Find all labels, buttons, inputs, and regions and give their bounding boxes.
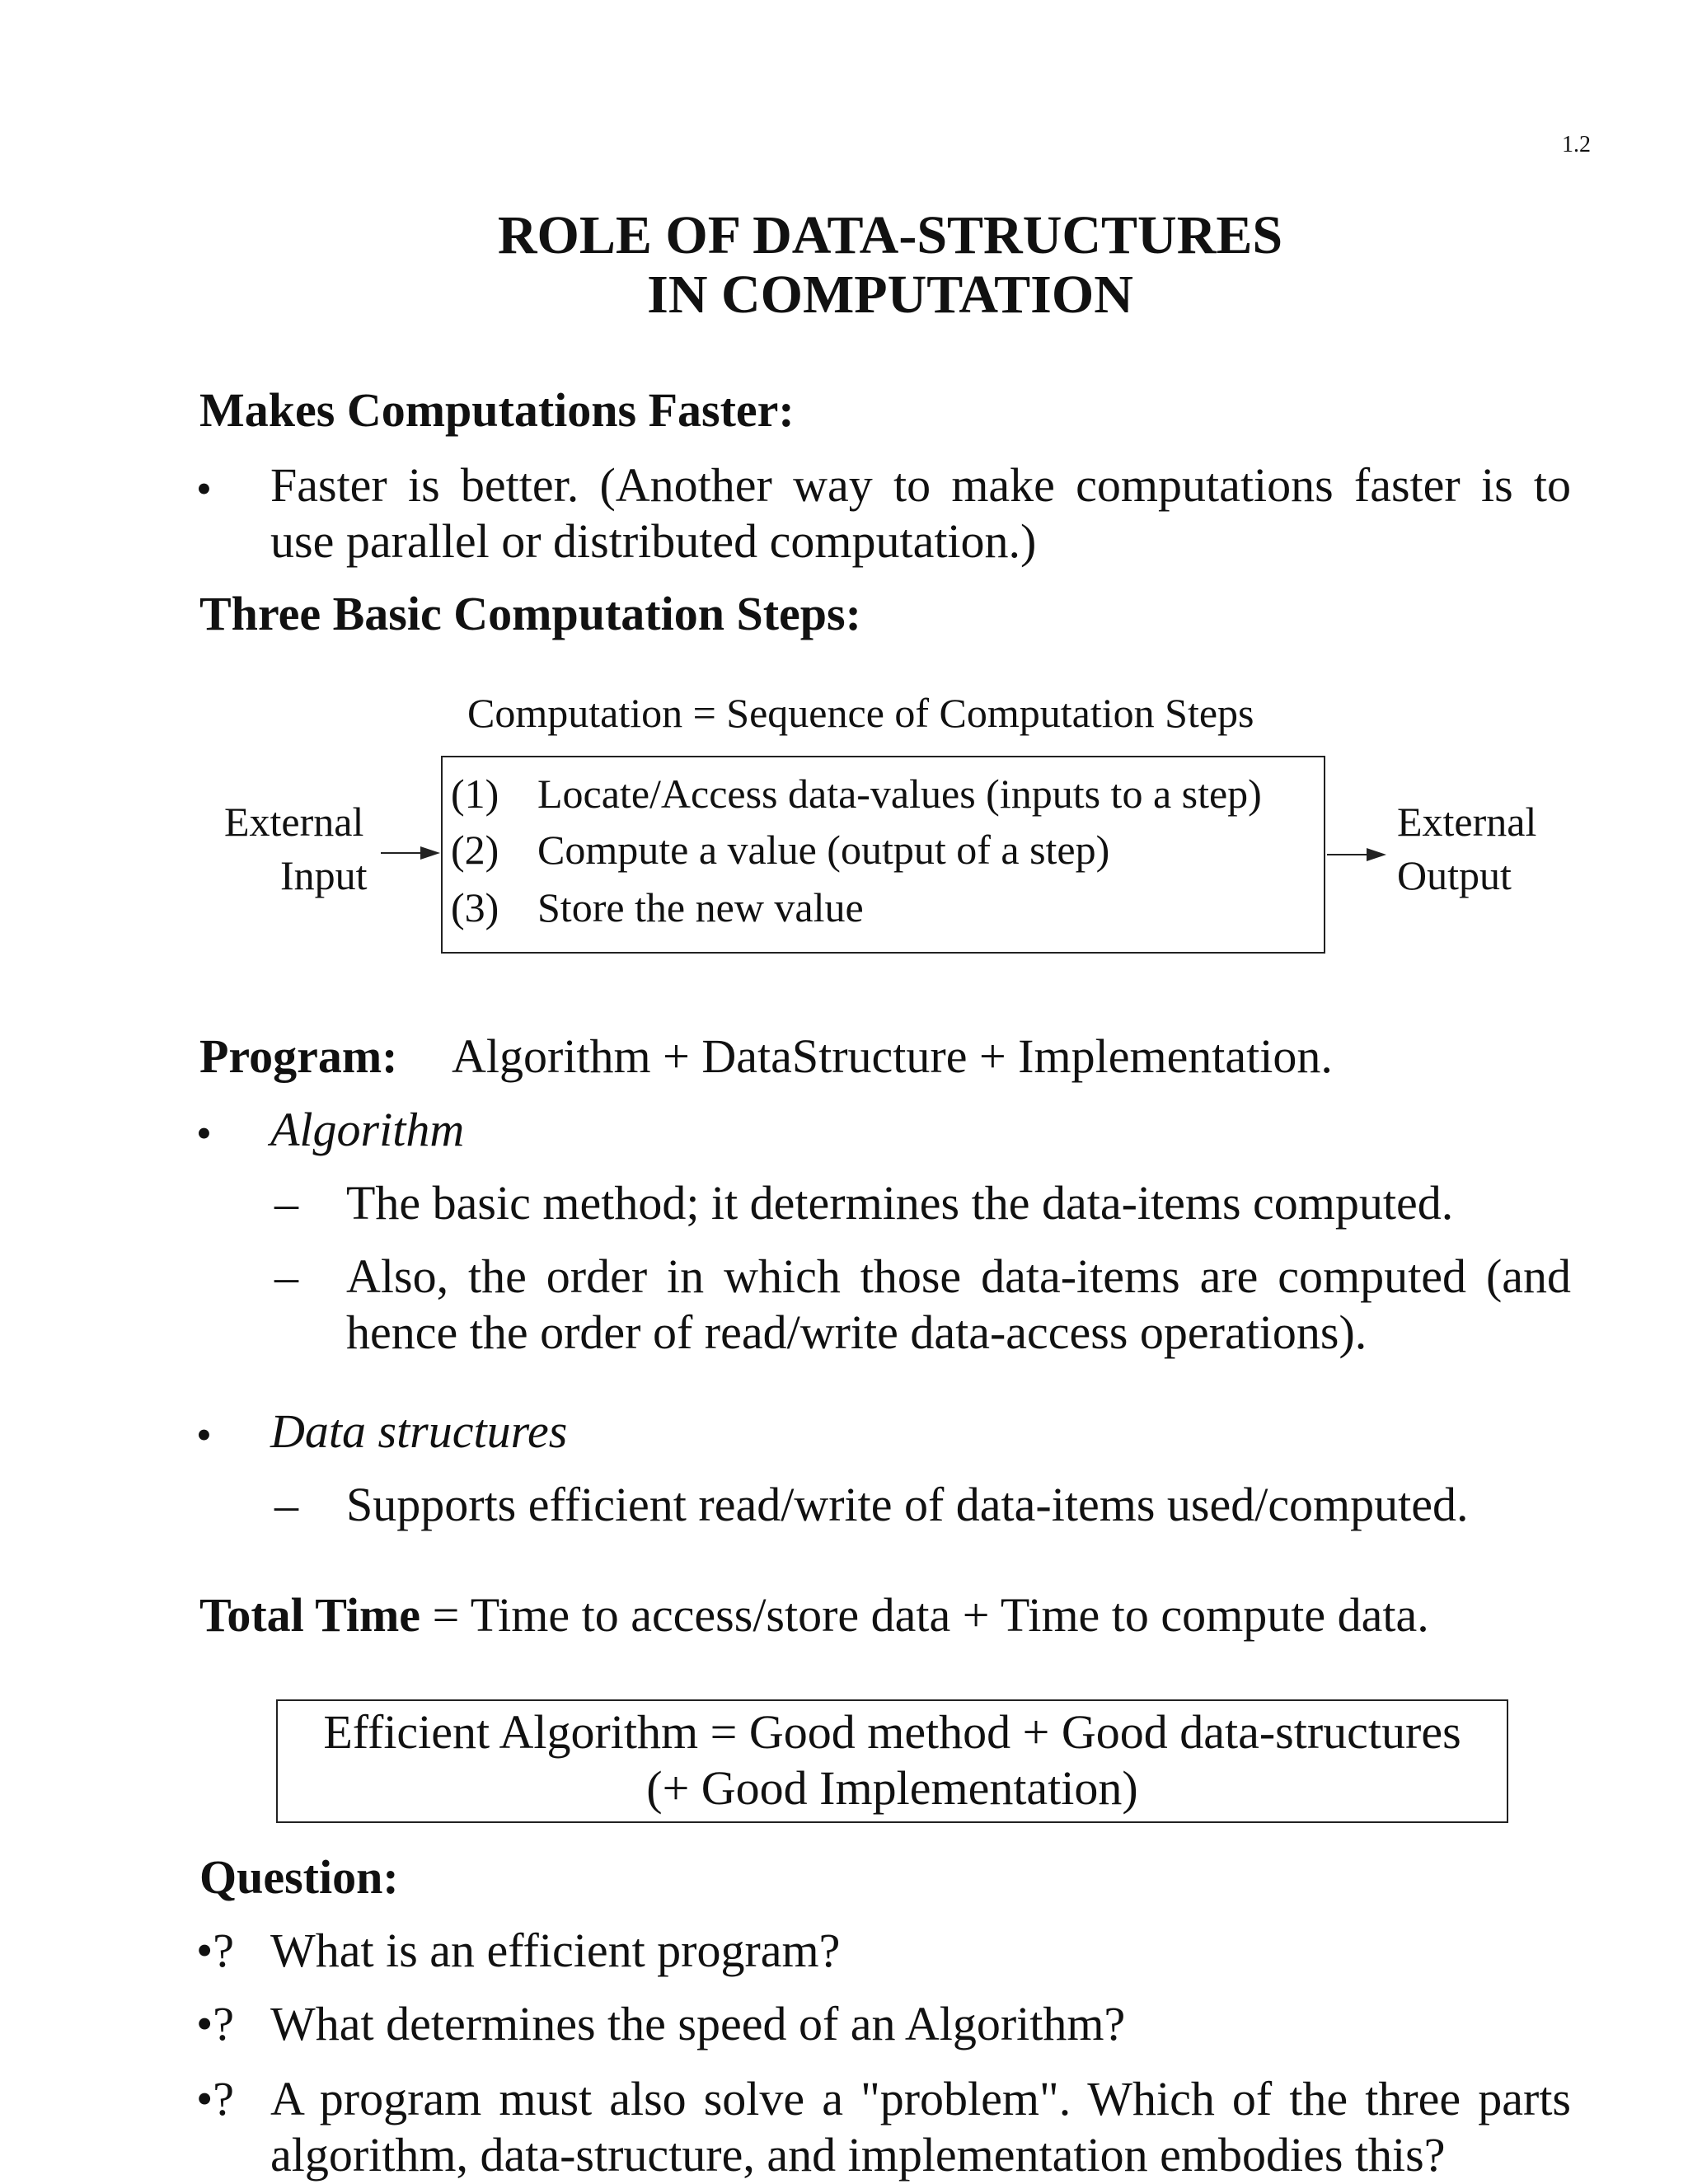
heading-faster: Makes Computations Faster:	[199, 383, 795, 437]
dash-marker: –	[274, 1176, 298, 1230]
faster-line2: use parallel or distributed computation.)	[270, 514, 1037, 568]
question-marker: •?	[196, 2072, 235, 2125]
question-heading: Question:	[199, 1850, 399, 1904]
efficient-line1: Efficient Algorithm = Good method + Good data-structures	[323, 1705, 1461, 1759]
external-input-line1: External	[224, 799, 364, 845]
bullet-marker: •	[196, 464, 212, 513]
faster-line1: Faster is better. (Another way to make computations faster is to	[270, 458, 1571, 512]
step-1-text: Locate/Access data-values (inputs to a step)	[537, 771, 1262, 817]
output-arrow-icon	[1367, 848, 1386, 861]
bullet-marker: •	[196, 1108, 212, 1158]
efficient-algorithm-box	[276, 1699, 1508, 1823]
data-structures-label: Data structures	[270, 1404, 568, 1458]
diagram-caption: Computation = Sequence of Computation Steps	[467, 690, 1254, 736]
dash-marker: –	[274, 1249, 298, 1303]
question-1: What is an efficient program?	[270, 1924, 841, 1977]
total-time-label: Total Time	[199, 1588, 421, 1642]
input-arrow-line	[381, 852, 422, 854]
question-marker: •?	[196, 1997, 235, 2050]
step-3-num: (3)	[451, 884, 499, 930]
program-label: Program:	[199, 1029, 398, 1083]
bullet-marker: •	[196, 1410, 212, 1460]
question-3-line1: A program must also solve a "problem". Which of the three parts	[270, 2072, 1571, 2125]
output-arrow-line	[1327, 854, 1368, 855]
input-arrow-icon	[420, 846, 440, 860]
total-time-text: = Time to access/store data + Time to compute data.	[420, 1588, 1429, 1642]
page-title-line2: IN COMPUTATION	[647, 265, 1133, 325]
external-input-line2: Input	[280, 852, 368, 898]
step-2-num: (2)	[451, 827, 499, 873]
question-2: What determines the speed of an Algorithm?	[270, 1997, 1126, 2050]
step-3-text: Store the new value	[537, 884, 864, 930]
algorithm-item-2-line2: hence the order of read/write data-access operations).	[346, 1305, 1367, 1359]
algorithm-item-1: The basic method; it determines the data-items computed.	[346, 1176, 1454, 1230]
algorithm-label: Algorithm	[270, 1103, 465, 1156]
step-1-num: (1)	[451, 771, 499, 817]
efficient-line2: (+ Good Implementation)	[646, 1761, 1138, 1815]
heading-steps: Three Basic Computation Steps:	[199, 587, 861, 640]
question-marker: •?	[196, 1924, 235, 1977]
page-number: 1.2	[1562, 132, 1591, 157]
total-time-line	[199, 1587, 1429, 1643]
algorithm-item-2-line1: Also, the order in which those data-items are computed (and	[346, 1249, 1571, 1303]
program-formula: Algorithm + DataStructure + Implementation.	[452, 1029, 1333, 1083]
dash-marker: –	[274, 1478, 298, 1531]
external-output-line2: Output	[1397, 852, 1512, 898]
question-3-line2: algorithm, data-structure, and implementation embodies this?	[270, 2128, 1446, 2182]
external-output-line1: External	[1397, 799, 1537, 845]
data-structures-item-1: Supports efficient read/write of data-items used/computed.	[346, 1478, 1469, 1531]
step-2-text: Compute a value (output of a step)	[537, 827, 1110, 873]
page-title-line1: ROLE OF DATA-STRUCTURES	[497, 205, 1283, 265]
